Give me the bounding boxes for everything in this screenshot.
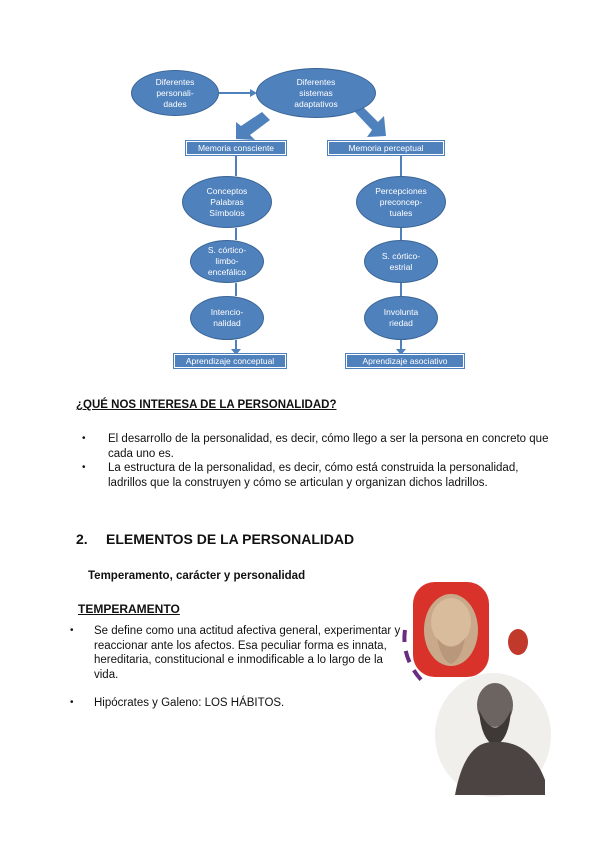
bar-memoria-consciente: Memoria consciente <box>186 141 286 155</box>
question-heading: ¿QUÉ NOS INTERESA DE LA PERSONALIDAD? <box>76 399 337 411</box>
node-intencionalidad: Intencio- nalidad <box>190 296 264 340</box>
diagram-arrows <box>0 0 599 380</box>
personality-flow-diagram <box>0 0 599 380</box>
block-arrow-right <box>355 106 386 137</box>
bar-aprendizaje-asociativo: Aprendizaje asociativo <box>346 354 464 368</box>
bullet-symbol: • <box>70 697 74 708</box>
hippocrates-galen-portraits <box>395 580 555 800</box>
bar-aprendizaje-conceptual: Aprendizaje conceptual <box>174 354 286 368</box>
subtitle: Temperamento, carácter y personalidad <box>88 570 306 582</box>
bar-memoria-perceptual: Memoria perceptual <box>328 141 444 155</box>
list-item-text: Hipócrates y Galeno: LOS HÁBITOS. <box>94 697 285 709</box>
list-item-text: Se define como una actitud afectiva general, experimentar y reaccionar ante los afectos. Esa peculiar forma es innata, hereditaria, constitucional e inmodificable a lo largo de la vida. <box>94 625 401 681</box>
section-title: ELEMENTOS DE LA PERSONALIDAD <box>106 531 355 547</box>
node-percepciones: Percepciones preconcep- tuales <box>356 176 446 228</box>
decor-red-dot <box>508 629 528 655</box>
bullet-symbol: • <box>70 625 74 636</box>
node-conceptos: Conceptos Palabras Símbolos <box>182 176 272 228</box>
bullet-symbol: • <box>82 433 86 444</box>
bullet-symbol: • <box>82 462 86 473</box>
node-diferentes-sistemas: Diferentes sistemas adaptativos <box>256 68 376 118</box>
list-item <box>82 461 552 490</box>
list-item <box>70 624 410 682</box>
section-number: 2. <box>76 531 88 547</box>
node-diferentes-personalidades: Diferentes personali- dades <box>131 70 219 116</box>
bust-face <box>431 598 471 646</box>
interest-list <box>82 432 552 490</box>
section-heading <box>76 531 354 547</box>
block-arrow-left <box>236 112 270 140</box>
node-involuntariedad: Involunta riedad <box>364 296 438 340</box>
temperamento-heading: TEMPERAMENTO <box>78 602 180 616</box>
list-item-text: La estructura de la personalidad, es decir, cómo está construida la personalidad, ladrillos que la construyen y cómo se articulan y organizan dichos ladrillos. <box>108 462 519 489</box>
node-cortico-estrial: S. córtico- estrial <box>364 240 438 283</box>
node-cortico-limbo: S. córtico- limbo- encefálico <box>190 240 264 283</box>
list-item <box>70 696 410 711</box>
list-item <box>82 432 552 461</box>
temperamento-list <box>70 624 410 711</box>
list-item-text: El desarrollo de la personalidad, es decir, cómo llego a ser la persona en concreto que cada uno es. <box>108 433 549 460</box>
